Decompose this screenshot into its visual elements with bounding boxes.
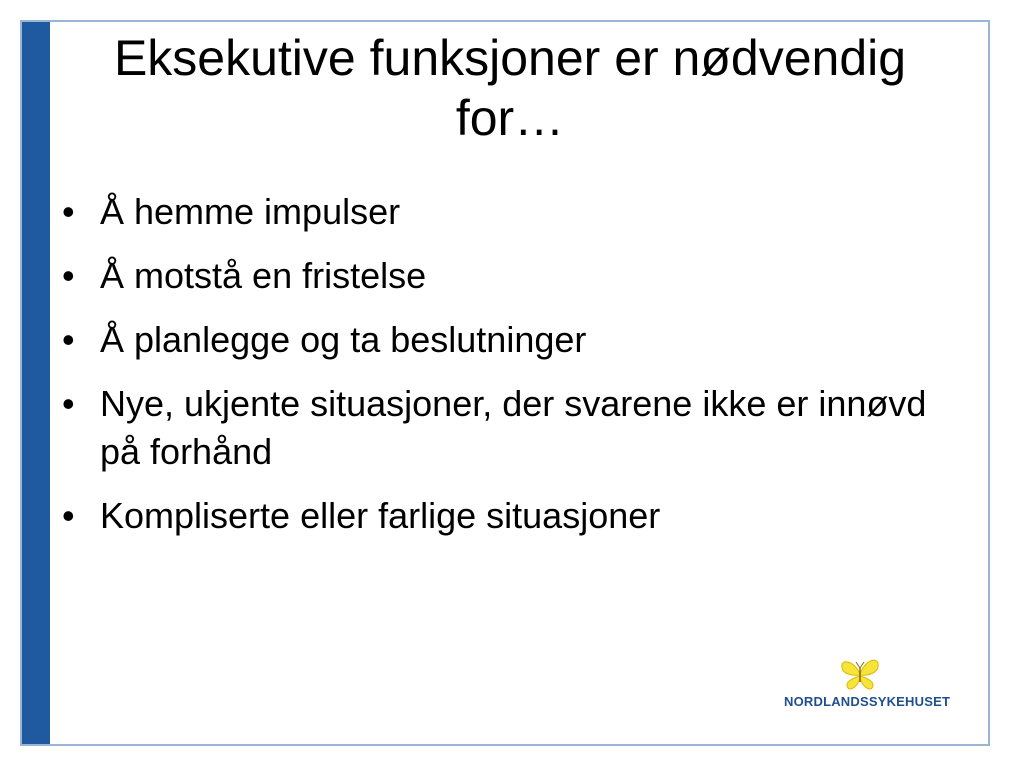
bullet-marker: • [62, 495, 75, 536]
logo-wordmark: NORDLANDSSYKEHUSET [784, 694, 951, 709]
bullet-text: Å motstå en fristelse [100, 255, 427, 296]
bullet-text: Å planlegge og ta beslutninger [100, 319, 587, 360]
bullet-marker: • [62, 255, 75, 296]
bullet-text: Å hemme impulser [100, 191, 401, 232]
bullet-item [58, 492, 958, 540]
nordlandssykehuset-logo [780, 652, 950, 712]
bullet-item [58, 252, 958, 300]
bullet-item [58, 188, 958, 236]
bullet-list [58, 188, 958, 556]
bullet-text: Kompliserte eller farlige situasjoner [100, 495, 661, 536]
accent-bar [22, 22, 50, 744]
bullet-text: Nye, ukjente situasjoner, der svarene ikke er innøvd på forhånd [100, 383, 927, 472]
bullet-item [58, 380, 958, 476]
bullet-marker: • [62, 191, 75, 232]
bullet-marker: • [62, 319, 75, 360]
butterfly-icon [838, 656, 882, 692]
bullet-item [58, 316, 958, 364]
slide-title: Eksekutive funksjoner er nødvendig for… [113, 30, 907, 146]
bullet-marker: • [62, 383, 75, 424]
